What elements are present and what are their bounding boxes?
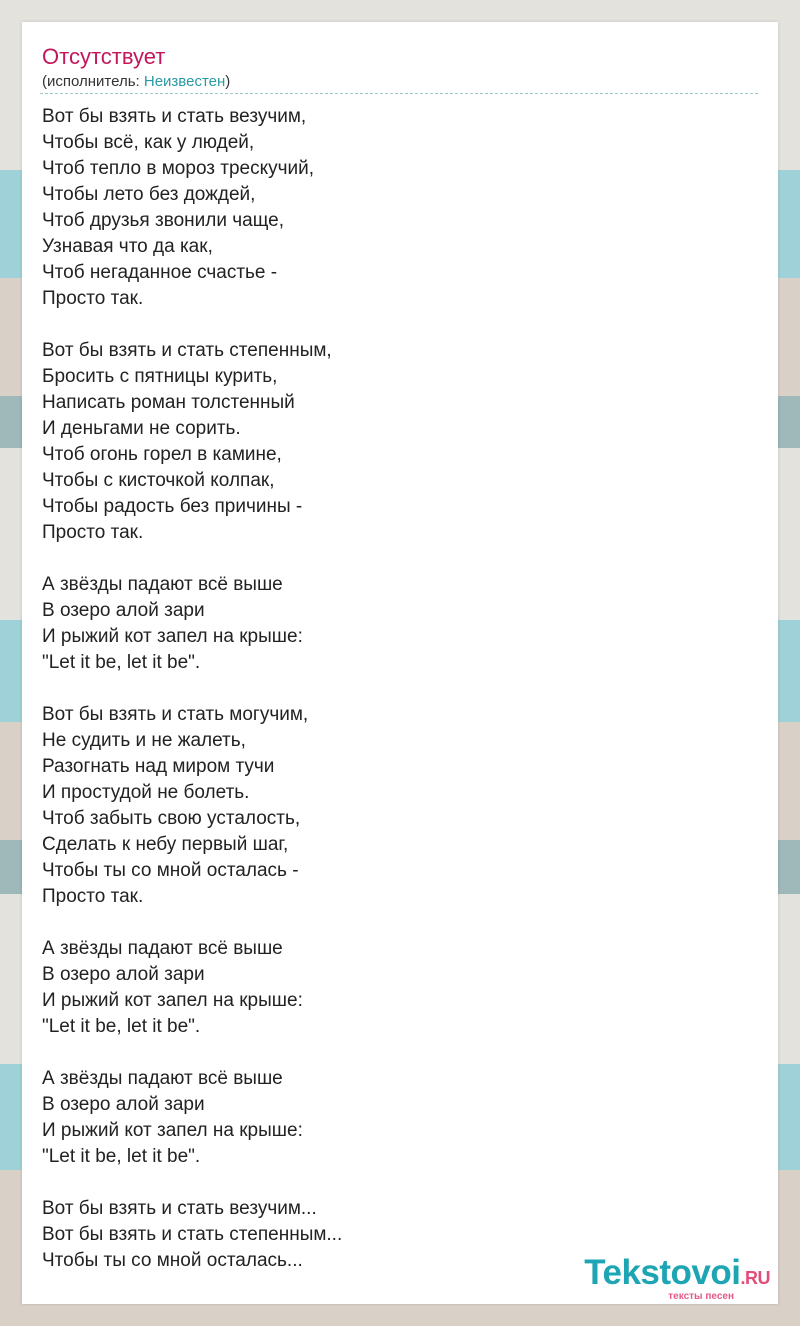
lyric-line: И рыжий кот запел на крыше: <box>42 990 303 1011</box>
lyric-line: А звёзды падают всё выше <box>42 1068 283 1089</box>
lyric-line: Узнавая что да как, <box>42 236 213 257</box>
lyric-line: Чтобы радость без причины - <box>42 496 303 517</box>
stanza <box>42 1066 742 1170</box>
lyric-line: Чтоб огонь горел в камине, <box>42 444 282 465</box>
lyric-line: Вот бы взять и стать степенным, <box>42 340 332 361</box>
lyric-line: Чтоб забыть свою усталость, <box>42 808 301 829</box>
stanza <box>42 702 742 910</box>
lyric-line: Чтобы ты со мной осталась... <box>42 1250 303 1271</box>
lyric-line: Вот бы взять и стать везучим... <box>42 1198 317 1219</box>
lyric-line: Разогнать над миром тучи <box>42 756 275 777</box>
lyrics-card <box>22 22 778 1304</box>
artist-prefix: (исполнитель: <box>42 73 144 90</box>
lyric-line: В озеро алой зари <box>42 600 205 621</box>
song-title: Отсутствует <box>42 44 166 69</box>
lyric-line: Не судить и не жалеть, <box>42 730 246 751</box>
lyric-line: А звёзды падают всё выше <box>42 938 283 959</box>
artist-link[interactable]: Неизвестен <box>143 73 226 90</box>
lyric-line: И деньгами не сорить. <box>42 418 241 439</box>
artist-suffix: ) <box>225 73 231 90</box>
lyric-line: А звёзды падают всё выше <box>42 574 283 595</box>
lyric-line: Чтобы лето без дождей, <box>42 184 256 205</box>
logo-tagline: тексты песен <box>668 1291 734 1302</box>
lyric-line: В озеро алой зари <box>42 964 205 985</box>
lyric-line: И рыжий кот запел на крыше: <box>42 1120 303 1141</box>
lyric-line: Чтоб друзья звонили чаще, <box>42 210 284 231</box>
lyric-line: Вот бы взять и стать везучим, <box>42 106 307 127</box>
tekstovoi-logo[interactable] <box>584 1254 770 1302</box>
stanza <box>42 338 742 546</box>
lyrics-text <box>42 104 742 1300</box>
lyric-line: Сделать к небу первый шаг, <box>42 834 289 855</box>
lyric-line: Чтобы ты со мной осталась - <box>42 860 299 881</box>
lyric-line: И простудой не болеть. <box>42 782 250 803</box>
lyric-line: Чтоб негаданное счастье - <box>42 262 278 283</box>
logo-tld: .RU <box>740 1268 770 1288</box>
logo-name: Tekstovoi <box>584 1253 741 1292</box>
lyric-line: Чтоб тепло в мороз трескучий, <box>42 158 315 179</box>
lyric-line: "Let it be, let it be". <box>42 1016 201 1037</box>
lyric-line: Чтобы всё, как у людей, <box>42 132 255 153</box>
stanza <box>42 572 742 676</box>
lyric-line: Бросить с пятницы курить, <box>42 366 278 387</box>
lyric-line: Просто так. <box>42 886 144 907</box>
lyric-line: "Let it be, let it be". <box>42 1146 201 1167</box>
title-divider <box>40 93 758 94</box>
lyric-line: Написать роман толстенный <box>42 392 295 413</box>
lyric-line: И рыжий кот запел на крыше: <box>42 626 303 647</box>
lyric-line: Просто так. <box>42 288 144 309</box>
lyric-line: "Let it be, let it be". <box>42 652 201 673</box>
stanza <box>42 936 742 1040</box>
lyric-line: Просто так. <box>42 522 144 543</box>
stanza <box>42 104 742 312</box>
lyric-line: Вот бы взять и стать степенным... <box>42 1224 343 1245</box>
lyric-line: Чтобы с кисточкой колпак, <box>42 470 275 491</box>
lyric-line: Вот бы взять и стать могучим, <box>42 704 309 725</box>
artist-line <box>42 72 230 92</box>
lyric-line: В озеро алой зари <box>42 1094 205 1115</box>
